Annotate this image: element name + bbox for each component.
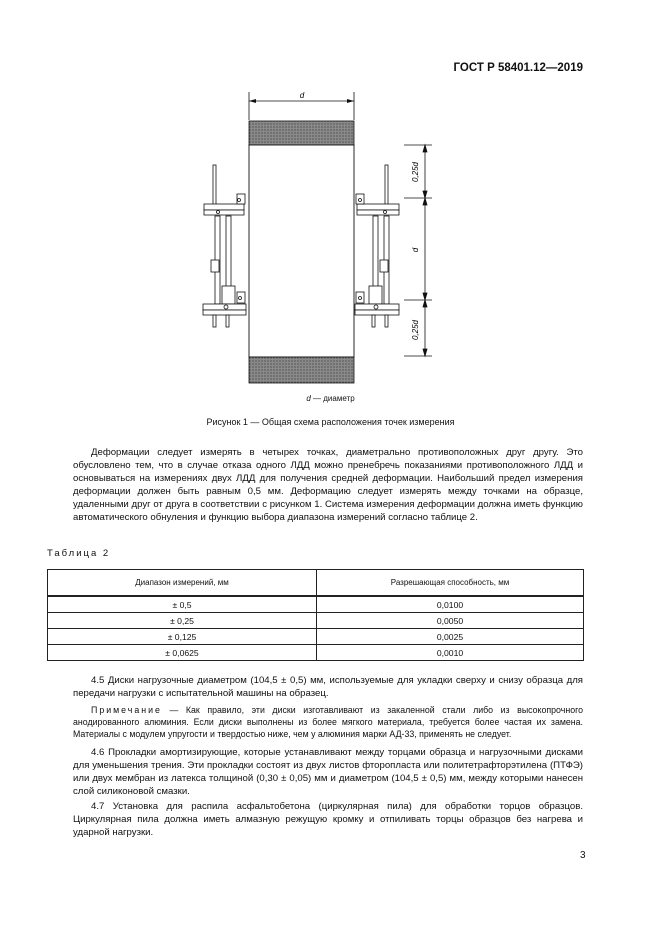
legend-text: — диаметр <box>310 394 355 403</box>
paragraph-main: Деформации следует измерять в четырех точках, диаметрально противоположных друг другу. Это обусловлено тем, что в случае отказа одного ЛДД можно пренебречь показаниями противоположного ЛДД и основываться на измерениях двух ЛДД для получения средней деформации. Наибольший предел измерения деформации должен быть равным 0,5 мм. Деформацию следует измерять между точками на образце, удаленными друг от друга в соответствии с рисунком 1. Система измерения деформации должна иметь функцию автоматического обнуления и функцию выбора диапазона измерений согласно таблице 2. <box>73 447 583 523</box>
resolution-table <box>47 569 584 661</box>
table-cell-range: ± 0,5 <box>48 596 317 613</box>
specimen <box>249 121 354 383</box>
table-label: Таблица 2 <box>47 548 111 559</box>
dimension-top <box>249 91 354 120</box>
table-cell-range: ± 0,125 <box>48 629 317 645</box>
dim-label-middle: d <box>411 247 420 253</box>
table-header-resolution: Разрешающая способность, мм <box>317 570 584 597</box>
table-header-range: Диапазон измерений, мм <box>48 570 317 597</box>
dim-label-upper: 0,25d <box>411 161 420 183</box>
section-4-6: 4.6 Прокладки амортизирующие, которые устанавливают между торцами образца и нагрузочными дисками для уменьшения трения. Эти прокладки состоят из двух листов фторопласта или политетрафторэтилена (ПТФЭ) или двух мембран из латекса толщиной (0,30 ± 0,05) мм и диаметром (104,5 ± 0,5) мм, между которыми нанесен слой силиконовой смазки. <box>73 747 583 797</box>
left-sensor <box>203 165 246 327</box>
note-text: — Как правило, эти диски изготавливают из закаленной стали либо из высокопрочного анодированного алюминия. Если диски выполнены из более мягкого материала, требуется более частая их замена. Материалы с модулем упругости и твердостью ниже, чем у алюминия марки АД-33, применять не следует. <box>73 705 583 739</box>
legend-symbol: d <box>306 394 311 403</box>
note <box>73 704 583 740</box>
document-header: ГОСТ Р 58401.12—2019 <box>453 62 583 74</box>
table-row <box>48 645 584 661</box>
note-label: Примечание <box>91 705 162 715</box>
dim-label-lower: 0,25d <box>411 319 420 341</box>
table-cell-resolution: 0,0010 <box>317 645 584 661</box>
right-sensor <box>355 165 399 327</box>
table-cell-resolution: 0,0050 <box>317 613 584 629</box>
figure-caption: Рисунок 1 — Общая схема расположения точек измерения <box>206 417 455 427</box>
figure-measurement-scheme <box>190 85 450 395</box>
table-row <box>48 629 584 645</box>
table-cell-resolution: 0,0025 <box>317 629 584 645</box>
table-cell-range: ± 0,25 <box>48 613 317 629</box>
table-header-row <box>48 570 584 597</box>
section-4-5: 4.5 Диски нагрузочные диаметром (104,5 ± 0,5) мм, используемые для укладки сверху и снизу образца для передачи нагрузки с испытательной машины на образец. <box>73 675 583 699</box>
section-4-7: 4.7 Установка для распила асфальтобетона (циркулярная пила) для обработки торцов образцов. Циркулярная пила должна иметь алмазную режущую кромку и отпиливать торцы образцов без нагрева и ударной нагрузки. <box>73 801 583 838</box>
table-cell-range: ± 0,0625 <box>48 645 317 661</box>
page-number: 3 <box>580 850 586 861</box>
dim-label-top: d <box>299 91 305 100</box>
table-cell-resolution: 0,0100 <box>317 596 584 613</box>
figure-legend <box>0 394 661 403</box>
table-row <box>48 596 584 613</box>
table-row <box>48 613 584 629</box>
